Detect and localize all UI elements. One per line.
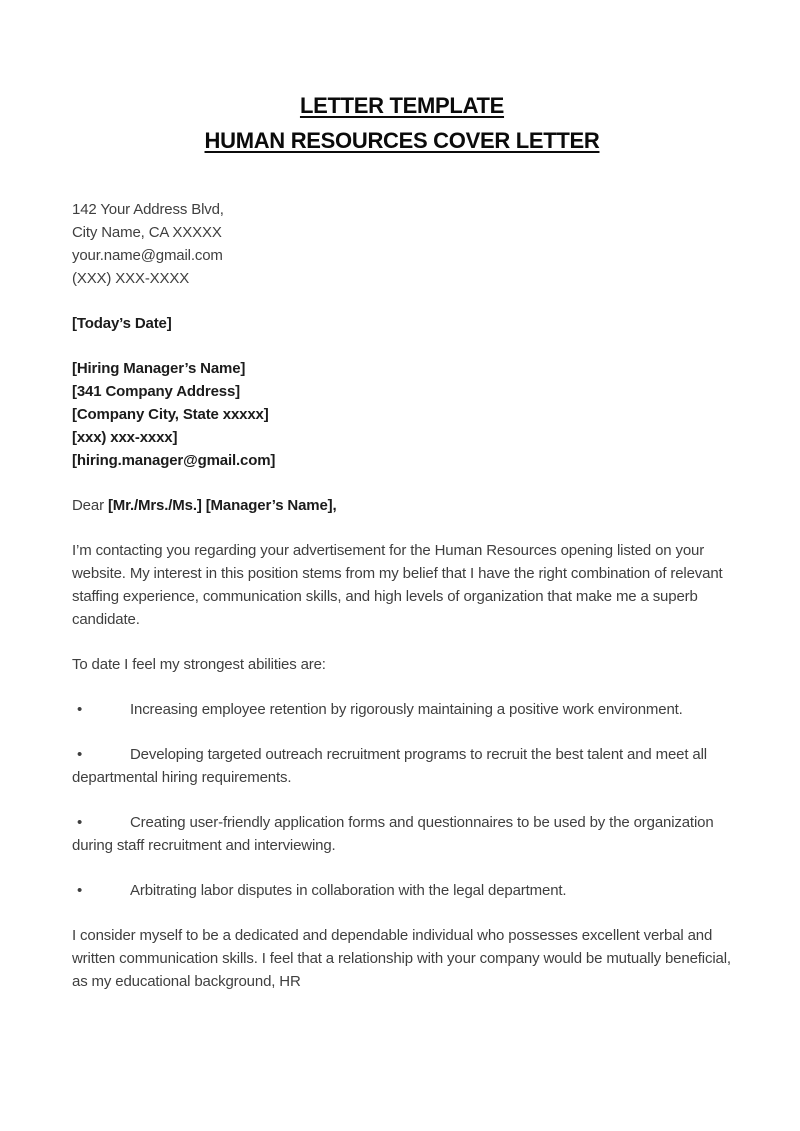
title-line-1-text: LETTER TEMPLATE bbox=[299, 93, 505, 118]
recipient-name: [Hiring Manager’s Name] bbox=[72, 360, 246, 377]
recipient-block bbox=[72, 357, 732, 472]
recipient-company-address: [341 Company Address] bbox=[72, 383, 241, 400]
title-line-2 bbox=[72, 123, 732, 158]
salutation-placeholder: [Mr./Mrs./Ms.] [Manager’s Name], bbox=[107, 497, 337, 514]
title-line-1 bbox=[72, 88, 732, 123]
paragraph-abilities-intro: To date I feel my strongest abilities are: bbox=[72, 656, 326, 673]
bullet-icon: • bbox=[77, 701, 83, 718]
bullet-text: Developing targeted outreach recruitment programs to recruit the best talent and meet all departmental hiring requirements. bbox=[72, 746, 707, 786]
bullet-text: Increasing employee retention by rigorously maintaining a positive work environment. bbox=[130, 701, 683, 718]
sender-email: your.name@gmail.com bbox=[72, 247, 223, 264]
bullet-item-labor-disputes bbox=[72, 879, 732, 902]
bullet-text: Creating user-friendly application forms and questionnaires to be used by the organization during staff recruitment and interviewing. bbox=[72, 814, 714, 854]
paragraph-intro: I’m contacting you regarding your advertisement for the Human Resources opening listed on your website. My interest in this position stems from my belief that I have the right combination of relevant staffing experience, communication skills, and high levels of organization that make me a superb candidate. bbox=[72, 542, 723, 628]
date-placeholder: [Today’s Date] bbox=[72, 315, 172, 332]
bullet-text: Arbitrating labor disputes in collaboration with the legal department. bbox=[130, 882, 567, 899]
bullet-item-recruitment-programs bbox=[72, 743, 732, 789]
sender-phone: (XXX) XXX-XXXX bbox=[72, 270, 190, 287]
bullet-icon: • bbox=[77, 882, 83, 899]
salutation bbox=[72, 494, 732, 517]
recipient-phone: [xxx) xxx-xxxx] bbox=[72, 429, 178, 446]
sender-city: City Name, CA XXXXX bbox=[72, 224, 222, 241]
sender-address-block bbox=[72, 198, 732, 290]
title-line-2-text: HUMAN RESOURCES COVER LETTER bbox=[204, 128, 600, 153]
bullet-item-application-forms bbox=[72, 811, 732, 857]
recipient-email: [hiring.manager@gmail.com] bbox=[72, 452, 276, 469]
document-title bbox=[72, 88, 732, 158]
salutation-prefix: Dear bbox=[72, 497, 108, 514]
sender-street: 142 Your Address Blvd, bbox=[72, 201, 224, 218]
bullet-icon: • bbox=[77, 746, 83, 763]
paragraph-closing: I consider myself to be a dedicated and dependable individual who possesses excellent verbal and written communication skills. I feel that a relationship with your company would be mutually beneficial, as my educational background, HR bbox=[72, 927, 731, 990]
bullet-icon: • bbox=[77, 814, 83, 831]
bullet-item-retention bbox=[72, 698, 732, 721]
recipient-company-city: [Company City, State xxxxx] bbox=[72, 406, 269, 423]
